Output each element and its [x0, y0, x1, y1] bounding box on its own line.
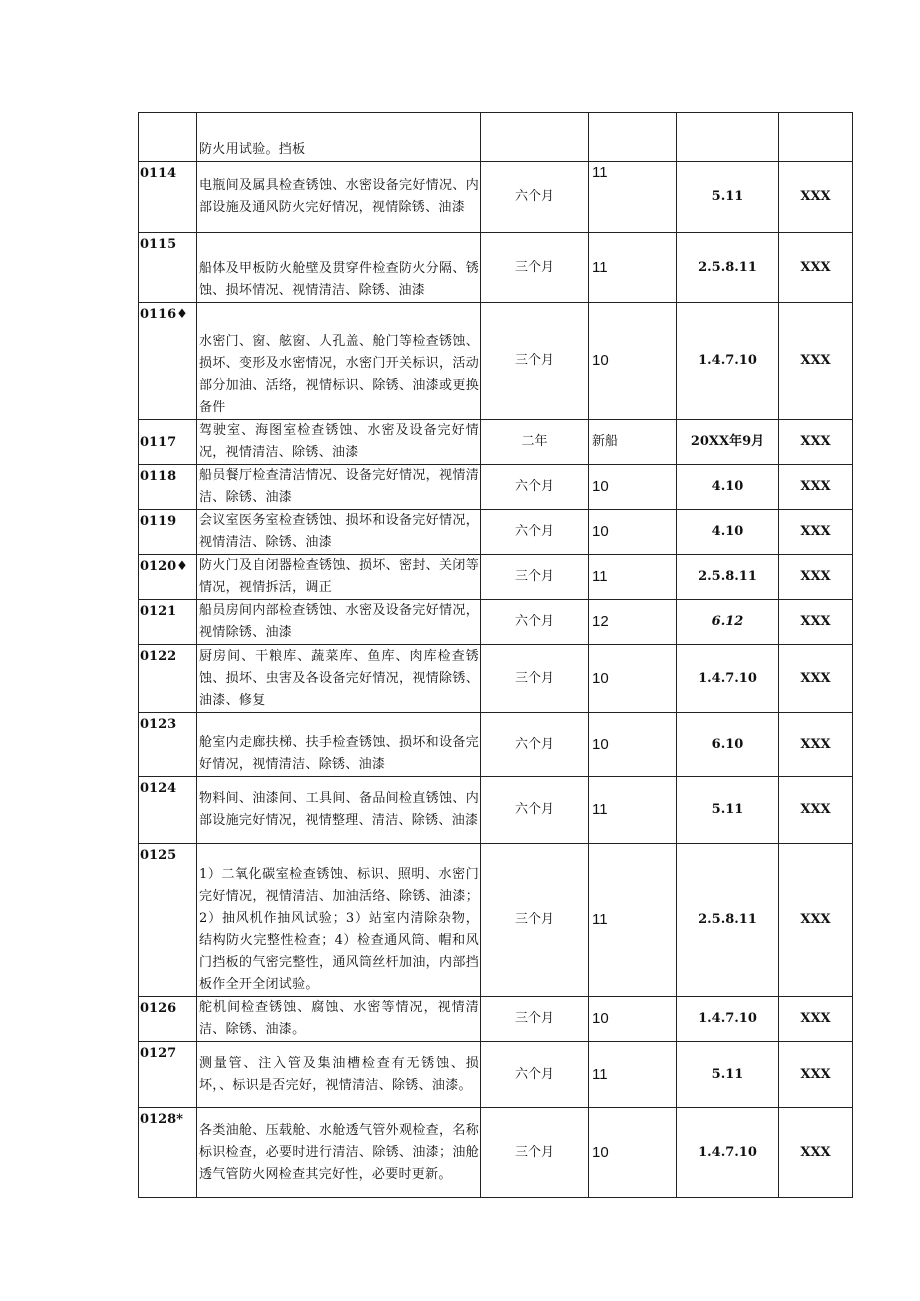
responsible-person: XXX — [779, 777, 853, 844]
scheduled-months: 20XX年9月 — [677, 420, 779, 465]
item-description: 驾驶室、海图室检查锈蚀、水密及设备完好情况，视情清洁、除锈、油漆 — [197, 420, 481, 465]
maintenance-period: 六个月 — [481, 162, 589, 233]
item-number: 0125 — [139, 844, 197, 997]
maintenance-period: 三个月 — [481, 997, 589, 1042]
scheduled-months: 2.5.8.11 — [677, 844, 779, 997]
maintenance-period: 三个月 — [481, 844, 589, 997]
maintenance-period: 三个月 — [481, 555, 589, 600]
maintenance-period: 六个月 — [481, 510, 589, 555]
maintenance-period: 六个月 — [481, 600, 589, 645]
maintenance-table — [138, 112, 853, 1198]
maintenance-period: 六个月 — [481, 1042, 589, 1108]
initial-month: 10 — [589, 465, 677, 510]
item-number: 0120♦ — [139, 555, 197, 600]
table-row — [139, 713, 853, 777]
scheduled-months: 6.12 — [677, 600, 779, 645]
maintenance-period: 三个月 — [481, 645, 589, 713]
initial-month — [589, 113, 677, 162]
maintenance-period: 六个月 — [481, 713, 589, 777]
scheduled-months: 5.11 — [677, 162, 779, 233]
table-row — [139, 777, 853, 844]
initial-month: 10 — [589, 997, 677, 1042]
item-description: 防火用试验。挡板 — [197, 113, 481, 162]
scheduled-months — [677, 113, 779, 162]
item-number: 0121 — [139, 600, 197, 645]
table-row — [139, 844, 853, 997]
maintenance-period: 二年 — [481, 420, 589, 465]
item-number — [139, 113, 197, 162]
scheduled-months: 1.4.7.10 — [677, 997, 779, 1042]
responsible-person: XXX — [779, 162, 853, 233]
item-description: 防火门及自闭器检查锈蚀、损坏、密封、关闭等情况，视情拆活，调正 — [197, 555, 481, 600]
item-description: 船员房间内部检查锈蚀、水密及设备完好情况，视情除锈、油漆 — [197, 600, 481, 645]
initial-month: 11 — [589, 1042, 677, 1108]
table-row — [139, 233, 853, 303]
initial-month: 10 — [589, 510, 677, 555]
item-description: 船员餐厅检查清洁情况、设备完好情况，视情清洁、除锈、油漆 — [197, 465, 481, 510]
item-description: 会议室医务室检查锈蚀、损坏和设备完好情况，视情清洁、除锈、油漆 — [197, 510, 481, 555]
initial-month: 10 — [589, 713, 677, 777]
item-number: 0124 — [139, 777, 197, 844]
item-description: 船体及甲板防火舱壁及贯穿件检查防火分隔、锈蚀、损坏情况、视情清洁、除锈、油漆 — [197, 233, 481, 303]
table-row — [139, 510, 853, 555]
scheduled-months: 4.10 — [677, 465, 779, 510]
item-description: 1）二氧化碳室检查锈蚀、标识、照明、水密门完好情况，视情清洁、加油活络、除锈、油漆；2）抽风机作抽风试验；3）站室内清除杂物，结构防火完整性检查；4）检查通风筒、帽和风门挡板的气密完整性，通风筒丝杆加油，内部挡板作全开全闭试验。 — [197, 844, 481, 997]
responsible-person: XXX — [779, 844, 853, 997]
maintenance-period: 三个月 — [481, 303, 589, 420]
scheduled-months: 5.11 — [677, 777, 779, 844]
table-row — [139, 113, 853, 162]
responsible-person: XXX — [779, 555, 853, 600]
table-row — [139, 162, 853, 233]
scheduled-months: 4.10 — [677, 510, 779, 555]
maintenance-period: 三个月 — [481, 1108, 589, 1198]
item-number: 0117 — [139, 420, 197, 465]
maintenance-period: 六个月 — [481, 465, 589, 510]
responsible-person: XXX — [779, 420, 853, 465]
scheduled-months: 6.10 — [677, 713, 779, 777]
item-number: 0127 — [139, 1042, 197, 1108]
maintenance-period: 三个月 — [481, 233, 589, 303]
initial-month: 12 — [589, 600, 677, 645]
scheduled-months: 1.4.7.10 — [677, 303, 779, 420]
maintenance-period: 六个月 — [481, 777, 589, 844]
item-description: 物料间、油漆间、工具间、备品间检直锈蚀、内部设施完好情况，视情整理、清洁、除锈、油漆 — [197, 777, 481, 844]
item-description: 电瓶间及属具检查锈蚀、水密设备完好情况、内部设施及通风防火完好情况，视情除锈、油漆 — [197, 162, 481, 233]
responsible-person: XXX — [779, 600, 853, 645]
item-description: 厨房间、干粮库、蔬菜库、鱼库、肉库检查锈蚀、损坏、虫害及各设备完好情况，视情除锈、油漆、修复 — [197, 645, 481, 713]
item-number: 0116♦ — [139, 303, 197, 420]
item-number: 0123 — [139, 713, 197, 777]
responsible-person: XXX — [779, 645, 853, 713]
table-row — [139, 465, 853, 510]
item-number: 0119 — [139, 510, 197, 555]
initial-month: 11 — [589, 844, 677, 997]
initial-month: 11 — [589, 555, 677, 600]
table-row — [139, 555, 853, 600]
responsible-person: XXX — [779, 1042, 853, 1108]
initial-month: 新船 — [589, 420, 677, 465]
table-row — [139, 1108, 853, 1198]
responsible-person: XXX — [779, 233, 853, 303]
table-row — [139, 303, 853, 420]
initial-month: 10 — [589, 645, 677, 713]
scheduled-months: 1.4.7.10 — [677, 645, 779, 713]
responsible-person: XXX — [779, 303, 853, 420]
item-number: 0126 — [139, 997, 197, 1042]
table-row — [139, 1042, 853, 1108]
item-number: 0122 — [139, 645, 197, 713]
initial-month: 11 — [589, 777, 677, 844]
initial-month: 10 — [589, 1108, 677, 1198]
scheduled-months: 5.11 — [677, 1042, 779, 1108]
item-number: 0128* — [139, 1108, 197, 1198]
scheduled-months: 2.5.8.11 — [677, 555, 779, 600]
scheduled-months: 2.5.8.11 — [677, 233, 779, 303]
responsible-person: XXX — [779, 465, 853, 510]
responsible-person — [779, 113, 853, 162]
item-description: 水密门、窗、舷窗、人孔盖、舱门等检查锈蚀、损坏、变形及水密情况，水密门开关标识，活动部分加油、活络，视情标识、除锈、油漆或更换备件 — [197, 303, 481, 420]
responsible-person: XXX — [779, 713, 853, 777]
responsible-person: XXX — [779, 1108, 853, 1198]
item-number: 0115 — [139, 233, 197, 303]
responsible-person: XXX — [779, 997, 853, 1042]
item-description: 测量管、注入管及集油槽检查有无锈蚀、损坏，、标识是否完好，视情清洁、除锈、油漆。 — [197, 1042, 481, 1108]
item-description: 各类油舱、压载舱、水舱透气管外观检查，名称标识检查，必要时进行清洁、除锈、油漆；油舱透气管防火网检查其完好性，必要时更新。 — [197, 1108, 481, 1198]
initial-month: 10 — [589, 303, 677, 420]
initial-month: 11 — [589, 233, 677, 303]
item-number: 0114 — [139, 162, 197, 233]
table-row — [139, 420, 853, 465]
table-row — [139, 997, 853, 1042]
item-description: 舵机间检查锈蚀、腐蚀、水密等情况，视情清洁、除锈、油漆。 — [197, 997, 481, 1042]
item-number: 0118 — [139, 465, 197, 510]
item-description: 舱室内走廊扶梯、扶手检查锈蚀、损坏和设备完好情况，视情清洁、除锈、油漆 — [197, 713, 481, 777]
table-row — [139, 645, 853, 713]
initial-month: 11 — [589, 162, 677, 233]
table-row — [139, 600, 853, 645]
maintenance-period — [481, 113, 589, 162]
scheduled-months: 1.4.7.10 — [677, 1108, 779, 1198]
responsible-person: XXX — [779, 510, 853, 555]
